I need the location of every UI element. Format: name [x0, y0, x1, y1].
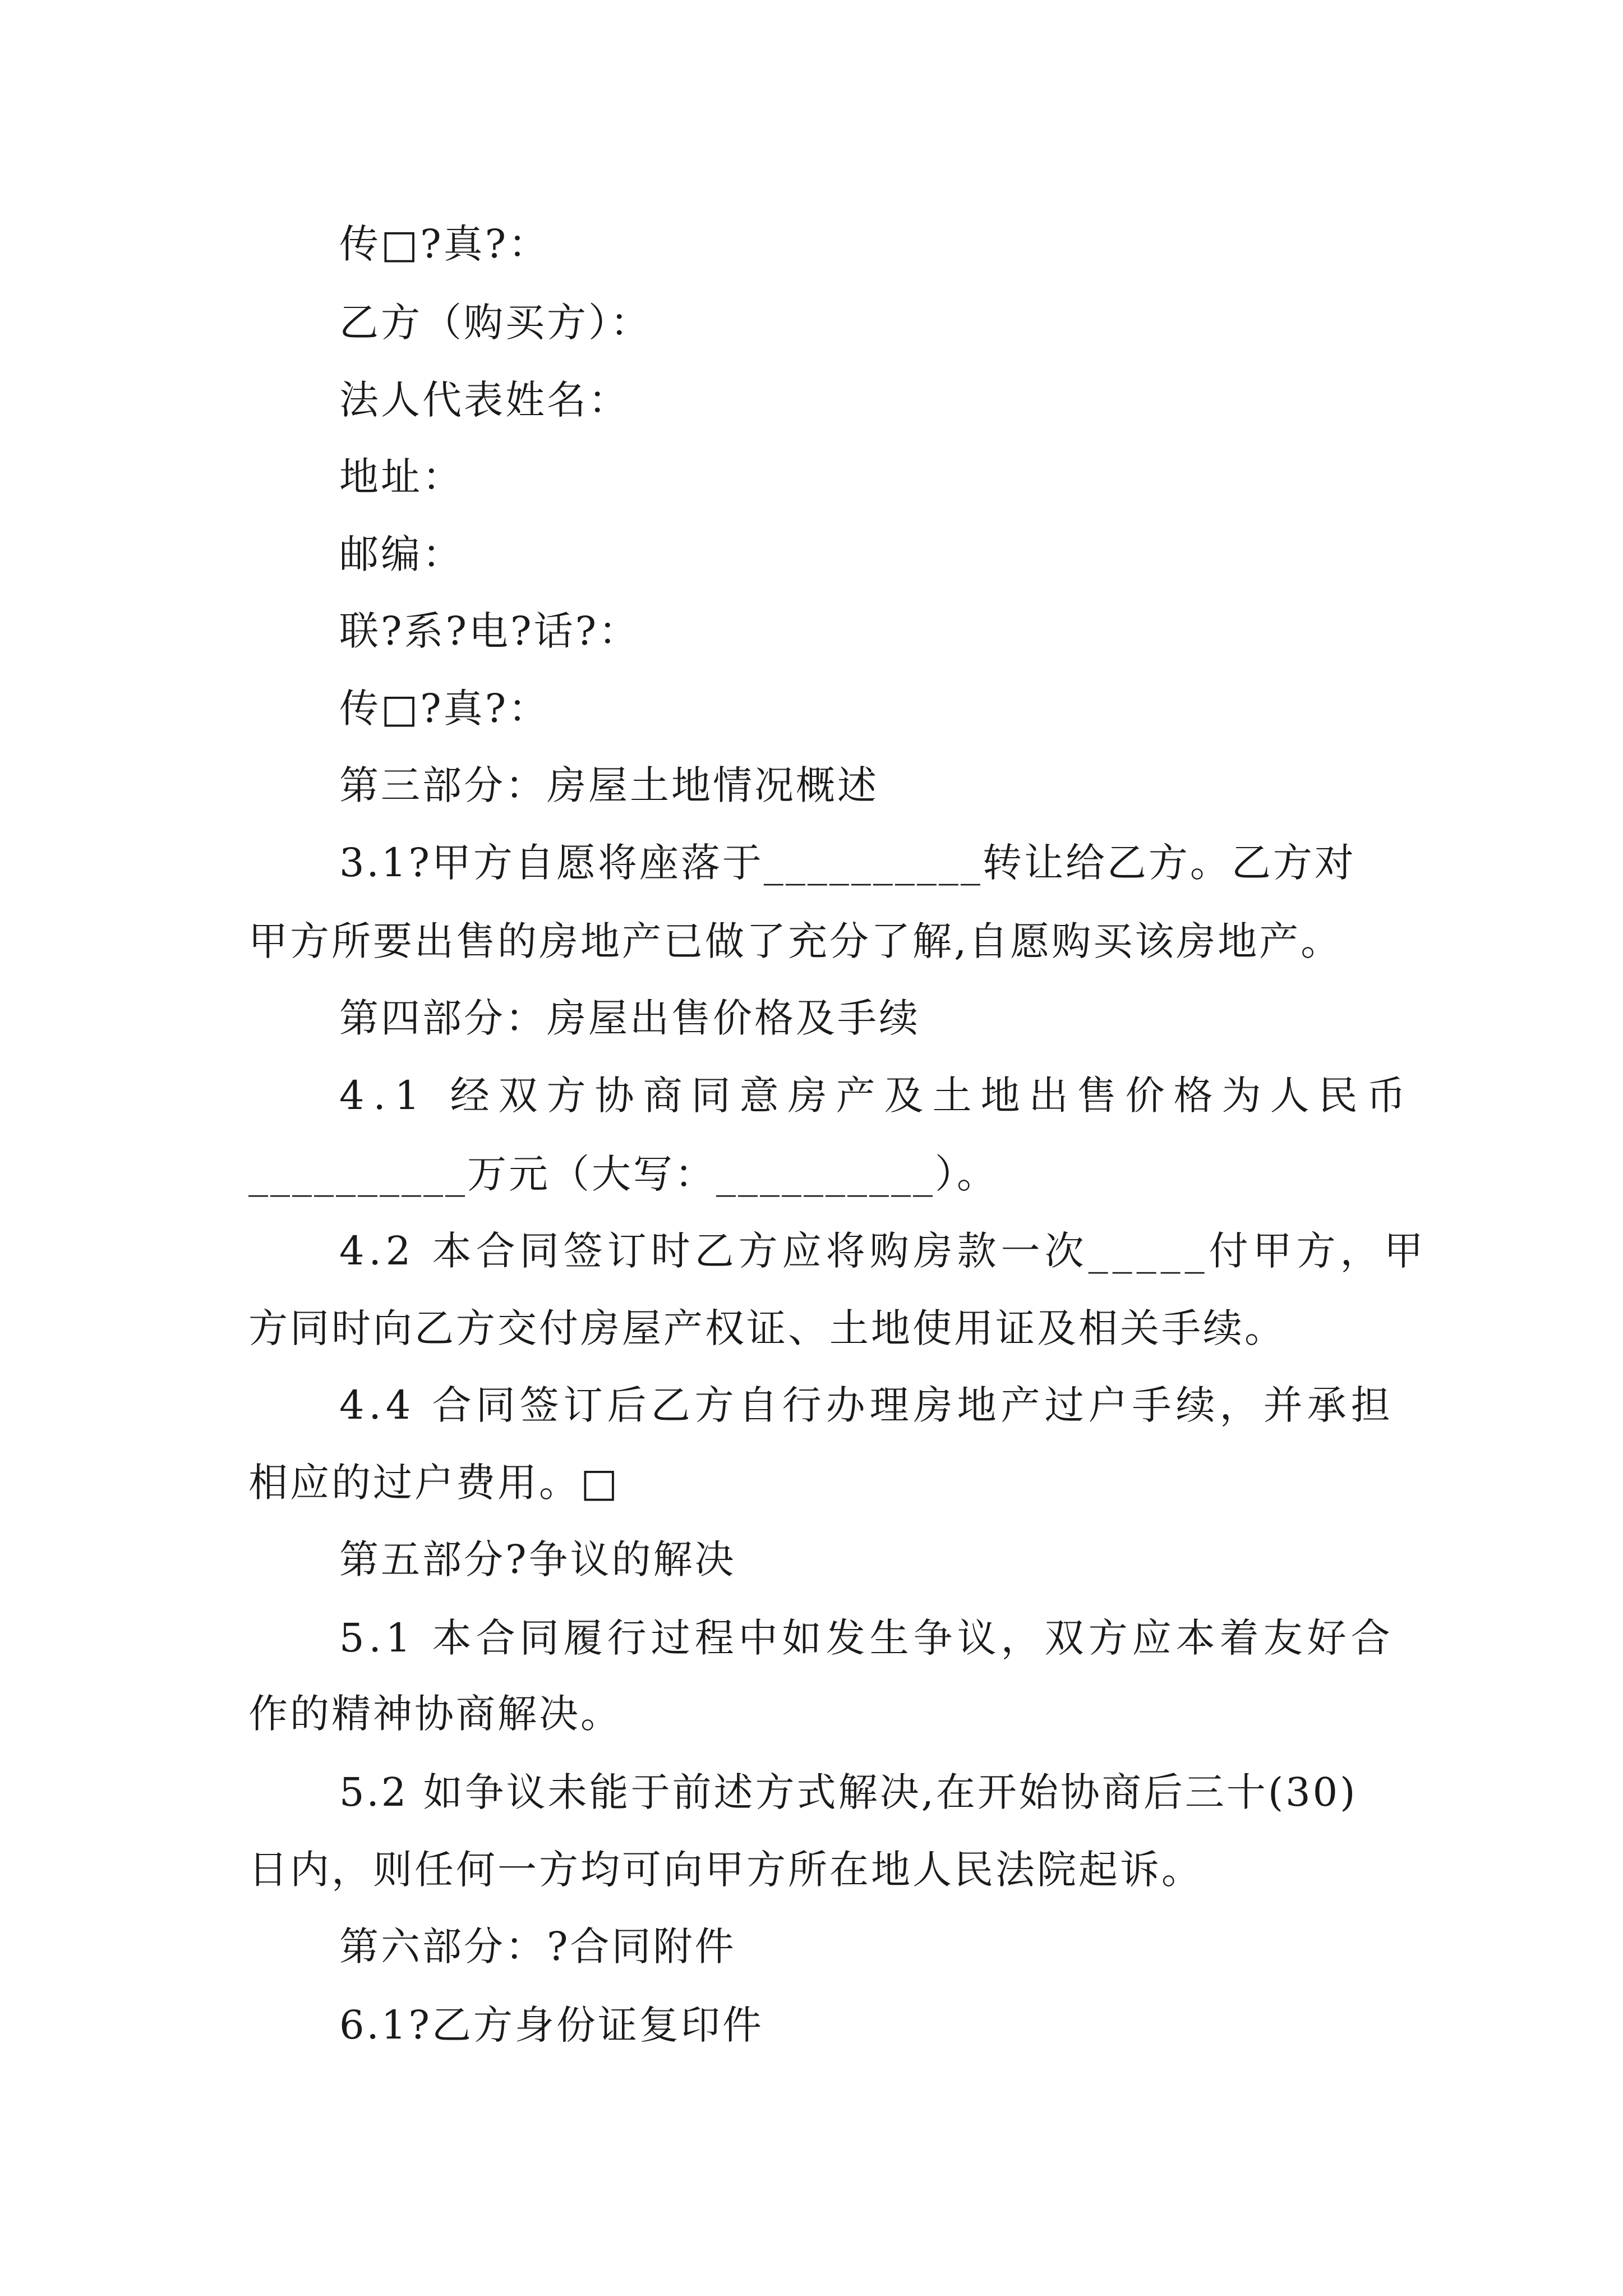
fax-label-buyer: 传□?真?：	[339, 685, 550, 731]
clause-4-4-line-1: 4.4 合同签订后乙方自行办理房地产过户手续，并承担	[339, 1382, 1395, 1428]
clause-4-4-line-2: 相应的过户费用。□	[248, 1460, 620, 1506]
clause-4-2-line-1: 4.2 本合同签订时乙方应将购房款一次_____付甲方，甲	[339, 1228, 1428, 1274]
clause-5-2-line-1: 5.2 如争议未能于前述方式解决,在开始协商后三十(30)	[339, 1769, 1358, 1815]
clause-4-1-line-2: __________万元（大写：__________）。	[248, 1151, 998, 1197]
section-6-heading: 第六部分：?合同附件	[339, 1924, 736, 1970]
clause-3-1-line-1: 3.1?甲方自愿将座落于__________转让给乙方。乙方对	[339, 840, 1356, 886]
clause-3-1-line-2: 甲方所要出售的房地产已做了充分了解,自愿购买该房地产。	[248, 918, 1343, 964]
address-label: 地址：	[339, 454, 464, 500]
fax-label-seller: 传□?真?：	[339, 221, 550, 267]
section-4-heading: 第四部分：房屋出售价格及手续	[339, 995, 920, 1041]
clause-4-2-line-2: 方同时向乙方交付房屋产权证、土地使用证及相关手续。	[248, 1305, 1286, 1351]
clause-5-1-line-1: 5.1 本合同履行过程中如发生争议，双方应本着友好合	[339, 1615, 1395, 1661]
clause-5-1-line-2: 作的精神协商解决。	[248, 1691, 622, 1737]
legal-rep-name-label: 法人代表姓名：	[339, 377, 630, 423]
phone-label: 联?系?电?话?：	[339, 608, 640, 654]
clause-4-1-line-1: 4.1 经双方协商同意房产及土地出售价格为人民币	[339, 1073, 1415, 1119]
buyer-heading: 乙方（购买方）：	[339, 300, 652, 346]
clause-6-1: 6.1?乙方身份证复印件	[339, 2002, 764, 2048]
section-3-heading: 第三部分：房屋土地情况概述	[339, 762, 879, 808]
postcode-label: 邮编：	[339, 531, 464, 577]
clause-5-2-line-2: 日内，则任何一方均可向甲方所在地人民法院起诉。	[248, 1847, 1203, 1893]
section-5-heading: 第五部分?争议的解决	[339, 1536, 736, 1582]
